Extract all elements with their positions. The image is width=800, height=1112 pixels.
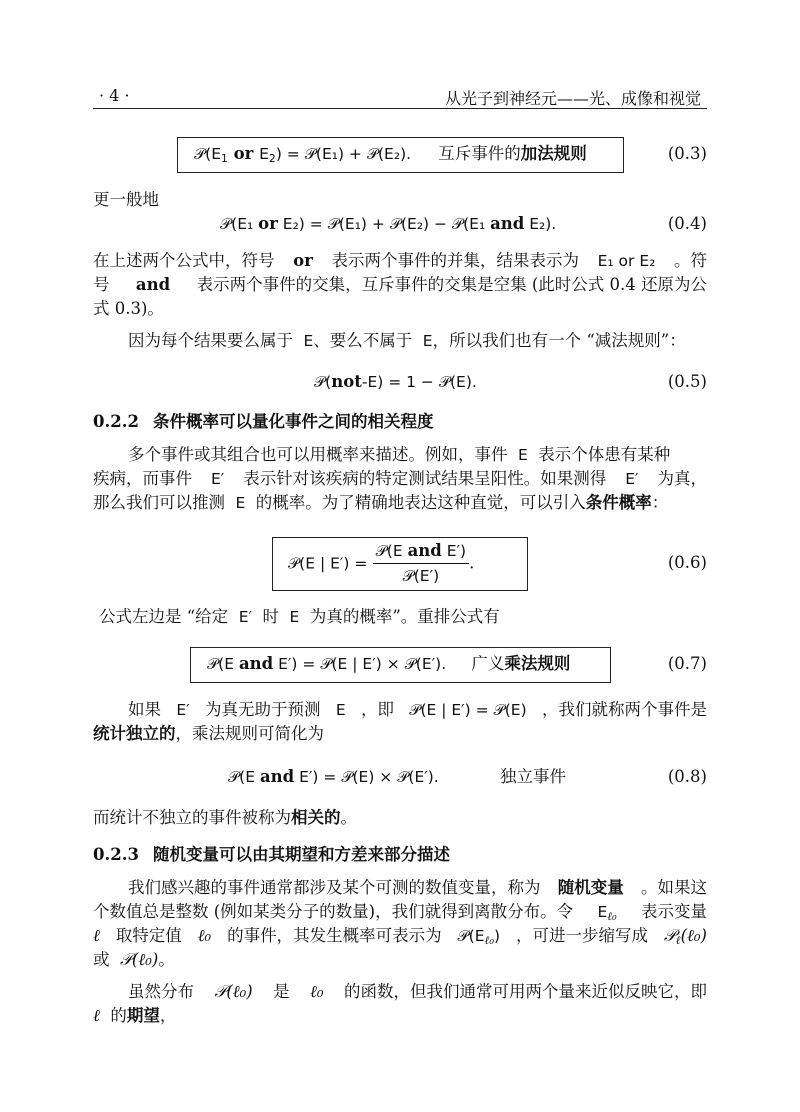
paragraph-random-variable-line2: 个数值总是整数 (例如某类分子的数量)，我们就得到离散分布。令 $E_{\ell_0}$ 表示变量: [93, 902, 707, 923]
paragraph-independent-line2: 统计独立的，乘法规则可简化为: [93, 724, 324, 743]
equation-number-0-7: (0.7): [667, 654, 707, 673]
paragraph-general: 更一般地: [93, 190, 159, 209]
equation-0-3: $𝒫(E_1$ or $E_2$) = 𝒫(E₁) + 𝒫(E₂). 互斥事件的加法规则: [194, 144, 587, 165]
paragraph-expectation-line1: 虽然分布 𝒫(ℓ₀) 是 ℓ₀ 的函数，但我们通常可用两个量来近似反映它，即: [128, 982, 707, 1001]
paragraph-random-variable-line3: ℓ 取特定值 ℓ₀ 的事件，其发生概率可表示为 $𝒫(E_{\ell_0})$ ，可进一步缩写成 𝒫$_\ell$(ℓ₀): [93, 926, 707, 947]
equation-number-0-3: (0.3): [667, 144, 707, 163]
paragraph-random-variable-line4: 或 𝒫(ℓ₀)。: [93, 950, 175, 969]
page-number: · 4 ·: [99, 86, 130, 105]
page-header: [93, 84, 707, 109]
equation-number-0-8: (0.8): [667, 767, 707, 786]
equation-0-7: 𝒫(E and E′) = 𝒫(E | E′) × 𝒫(E′). 广义乘法规则: [207, 654, 571, 673]
equation-0-8-note: 独立事件: [500, 767, 566, 786]
paragraph-conditional-line1: 多个事件或其组合也可以用概率来描述。例如，事件 E 表示个体患有某种: [128, 445, 671, 464]
paragraph-union-line3: 式 0.3)。: [93, 299, 164, 318]
paragraph-independent-line1: 如果 E′ 为真无助于预测 E ，即 𝒫(E | E′) = 𝒫(E) ，我们就称两个事件是: [128, 700, 707, 719]
paragraph-subtraction: 因为每个结果要么属于 E、要么不属于 E，所以我们也有一个 “减法规则”：: [128, 331, 686, 350]
equation-0-5: 𝒫(not-E) = 1 − 𝒫(E).: [314, 372, 477, 391]
equation-0-8: 𝒫(E and E′) = 𝒫(E) × 𝒫(E′).: [228, 767, 439, 786]
section-heading-0-2-3: 0.2.3 随机变量可以由其期望和方差来部分描述: [93, 845, 450, 864]
paragraph-random-variable-line1: 我们感兴趣的事件通常都涉及某个可测的数值变量，称为 随机变量 。如果这: [128, 878, 707, 897]
equation-0-4: 𝒫(E₁ or E₂) = 𝒫(E₁) + 𝒫(E₂) − 𝒫(E₁ and E₂).: [220, 214, 557, 233]
section-heading-0-2-2: 0.2.2 条件概率可以量化事件之间的相关程度: [93, 412, 434, 431]
paragraph-union-line2: 号 and 表示两个事件的交集，互斥事件的交集是空集 (此时公式 0.4 还原为公: [93, 275, 707, 294]
paragraph-union-line1: 在上述两个公式中，符号 or 表示两个事件的并集，结果表示为 E₁ or E₂ 。符: [93, 251, 707, 270]
paragraph-conditional-line2: 疾病，而事件 E′ 表示针对该疾病的特定测试结果呈阳性。如果测得 E′ 为真，: [93, 469, 707, 488]
equation-0-6: 𝒫(E | E′) = $\frac{\text{𝒫(E and E′)}}{\text{𝒫(E′)}}$ .: [288, 541, 475, 585]
running-title: 从光子到神经元——光、成像和视觉: [444, 89, 701, 108]
paragraph-conditional-line3: 那么我们可以推测 E 的概率。为了精确地表达这种直觉，可以引入条件概率：: [93, 493, 669, 512]
equation-number-0-6: (0.6): [667, 553, 707, 572]
equation-number-0-5: (0.5): [667, 372, 707, 391]
paragraph-expectation-line2: ℓ 的期望，: [93, 1006, 177, 1025]
paragraph-correlated: 而统计不独立的事件被称为相关的。: [93, 808, 357, 827]
equation-number-0-4: (0.4): [667, 214, 707, 233]
paragraph-rearrange: 公式左边是 “给定 E′ 时 E 为真的概率”。重排公式有: [99, 607, 500, 626]
